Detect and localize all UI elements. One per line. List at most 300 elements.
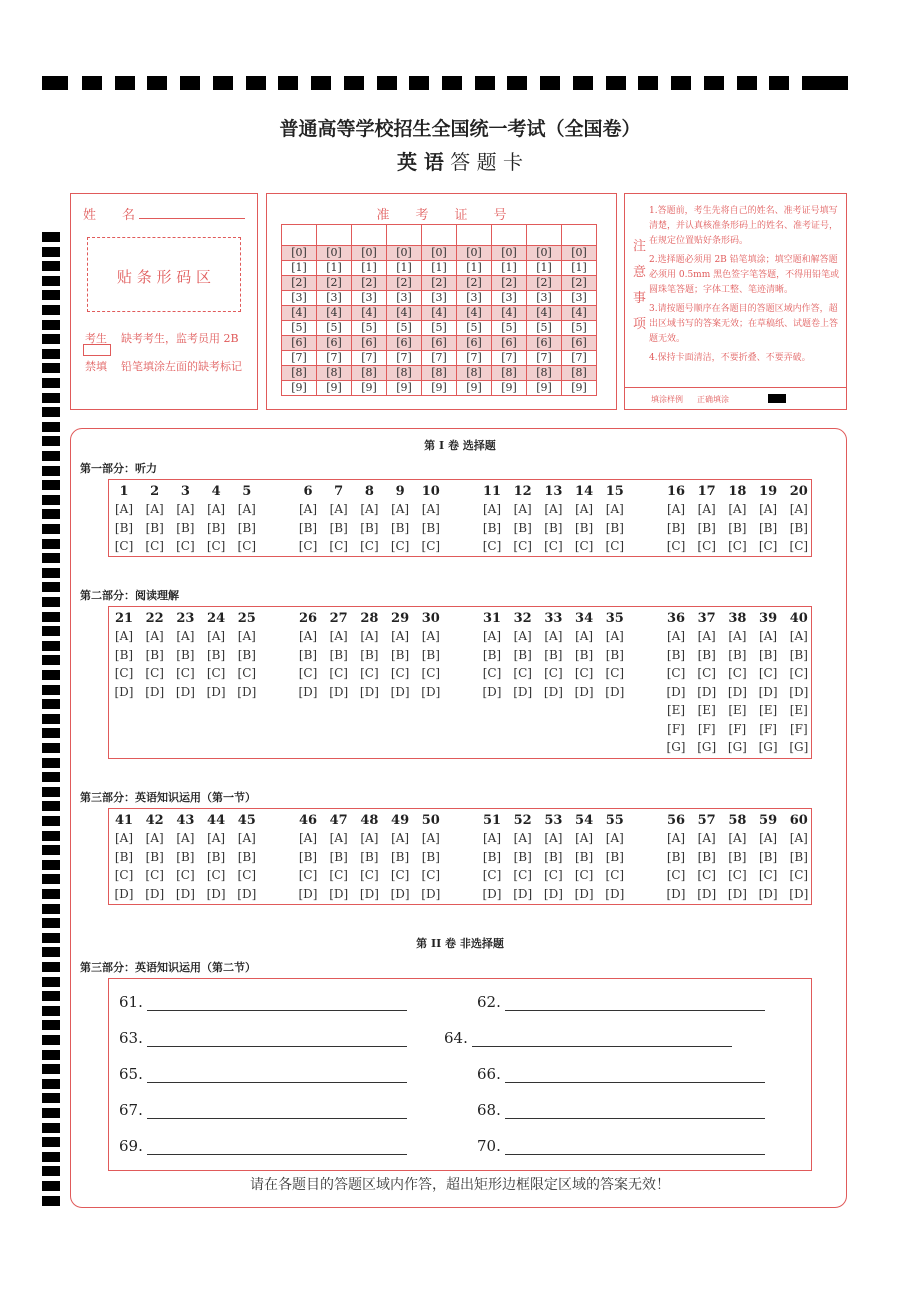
- option-bubble[interactable]: [A]: [298, 629, 318, 643]
- digit-bubble[interactable]: [8]: [457, 366, 492, 381]
- option-bubble[interactable]: [B]: [421, 647, 440, 662]
- option-bubble[interactable]: [D]: [543, 684, 563, 699]
- digit-bubble[interactable]: [3]: [457, 291, 492, 306]
- option-bubble[interactable]: [D]: [513, 684, 533, 699]
- option-bubble[interactable]: [B]: [544, 520, 563, 535]
- option-bubble[interactable]: [A]: [421, 502, 440, 516]
- option-bubble[interactable]: [D]: [482, 886, 502, 901]
- option-bubble[interactable]: [C]: [544, 539, 563, 553]
- option-bubble[interactable]: [C]: [237, 539, 257, 553]
- digit-bubble[interactable]: [4]: [317, 306, 352, 321]
- option-bubble[interactable]: [A]: [759, 502, 778, 516]
- option-bubble[interactable]: [B]: [605, 520, 624, 535]
- option-bubble[interactable]: [C]: [329, 539, 348, 553]
- option-bubble[interactable]: [C]: [206, 666, 226, 680]
- option-bubble[interactable]: [A]: [728, 629, 747, 643]
- digit-bubble[interactable]: [6]: [562, 336, 597, 351]
- option-bubble[interactable]: [B]: [666, 647, 686, 662]
- digit-bubble[interactable]: [1]: [562, 261, 597, 276]
- digit-bubble[interactable]: [7]: [282, 351, 317, 366]
- digit-bubble[interactable]: [6]: [492, 336, 527, 351]
- option-bubble[interactable]: [B]: [789, 520, 808, 535]
- option-bubble[interactable]: [C]: [176, 868, 195, 882]
- option-bubble[interactable]: [B]: [728, 647, 747, 662]
- option-bubble[interactable]: [A]: [329, 629, 348, 643]
- digit-bubble[interactable]: [3]: [492, 291, 527, 306]
- option-bubble[interactable]: [C]: [697, 868, 716, 882]
- option-bubble[interactable]: [C]: [298, 868, 318, 882]
- option-bubble[interactable]: [D]: [114, 886, 134, 901]
- option-bubble[interactable]: [A]: [237, 502, 256, 516]
- answer-line[interactable]: [505, 1140, 765, 1155]
- digit-bubble[interactable]: [7]: [387, 351, 422, 366]
- digit-bubble[interactable]: [9]: [457, 381, 492, 396]
- option-bubble[interactable]: [B]: [114, 849, 134, 864]
- option-bubble[interactable]: [C]: [728, 539, 747, 553]
- option-bubble[interactable]: [D]: [574, 886, 594, 901]
- option-bubble[interactable]: [B]: [329, 849, 348, 864]
- option-bubble[interactable]: [D]: [605, 886, 625, 901]
- option-bubble[interactable]: [B]: [759, 520, 778, 535]
- digit-bubble[interactable]: [2]: [527, 276, 562, 291]
- option-bubble[interactable]: [D]: [666, 684, 686, 699]
- option-bubble[interactable]: [A]: [360, 831, 379, 845]
- option-bubble[interactable]: [G]: [697, 740, 717, 754]
- option-bubble[interactable]: [C]: [237, 666, 257, 680]
- option-bubble[interactable]: [B]: [544, 849, 563, 864]
- option-bubble[interactable]: [C]: [758, 868, 778, 882]
- option-bubble[interactable]: [B]: [329, 520, 348, 535]
- option-bubble[interactable]: [C]: [114, 868, 134, 882]
- digit-bubble[interactable]: [8]: [492, 366, 527, 381]
- option-bubble[interactable]: [D]: [298, 886, 318, 901]
- answer-line[interactable]: [505, 1104, 765, 1119]
- option-bubble[interactable]: [A]: [575, 502, 594, 516]
- option-bubble[interactable]: [A]: [114, 629, 134, 643]
- digit-bubble[interactable]: [7]: [562, 351, 597, 366]
- option-bubble[interactable]: [B]: [114, 520, 134, 535]
- digit-bubble[interactable]: [2]: [317, 276, 352, 291]
- option-bubble[interactable]: [D]: [697, 886, 717, 901]
- option-bubble[interactable]: [C]: [329, 868, 348, 882]
- digit-bubble[interactable]: [0]: [422, 246, 457, 261]
- digit-bubble[interactable]: [2]: [492, 276, 527, 291]
- option-bubble[interactable]: [B]: [237, 520, 256, 535]
- option-bubble[interactable]: [C]: [513, 868, 532, 882]
- option-bubble[interactable]: [C]: [666, 868, 686, 882]
- option-bubble[interactable]: [B]: [666, 849, 686, 864]
- name-field[interactable]: [139, 218, 245, 219]
- digit-bubble[interactable]: [9]: [317, 381, 352, 396]
- option-bubble[interactable]: [A]: [513, 831, 532, 845]
- option-bubble[interactable]: [C]: [697, 666, 716, 680]
- option-bubble[interactable]: [B]: [513, 647, 532, 662]
- option-bubble[interactable]: [A]: [575, 831, 594, 845]
- option-bubble[interactable]: [D]: [145, 684, 165, 699]
- digit-bubble[interactable]: [9]: [492, 381, 527, 396]
- admission-digit-cell[interactable]: [562, 225, 597, 246]
- option-bubble[interactable]: [B]: [360, 647, 379, 662]
- digit-bubble[interactable]: [0]: [352, 246, 387, 261]
- option-bubble[interactable]: [A]: [421, 629, 440, 643]
- option-bubble[interactable]: [D]: [359, 684, 379, 699]
- option-bubble[interactable]: [A]: [329, 502, 348, 516]
- option-bubble[interactable]: [B]: [513, 520, 532, 535]
- digit-bubble[interactable]: [0]: [387, 246, 422, 261]
- option-bubble[interactable]: [B]: [145, 849, 164, 864]
- option-bubble[interactable]: [A]: [697, 629, 716, 643]
- option-bubble[interactable]: [B]: [728, 849, 747, 864]
- option-bubble[interactable]: [A]: [145, 831, 164, 845]
- option-bubble[interactable]: [A]: [176, 629, 195, 643]
- digit-bubble[interactable]: [4]: [352, 306, 387, 321]
- option-bubble[interactable]: [B]: [575, 520, 594, 535]
- option-bubble[interactable]: [B]: [360, 849, 379, 864]
- option-bubble[interactable]: [B]: [145, 520, 164, 535]
- option-bubble[interactable]: [A]: [391, 831, 410, 845]
- option-bubble[interactable]: [D]: [789, 886, 809, 901]
- option-bubble[interactable]: [A]: [114, 831, 134, 845]
- option-bubble[interactable]: [A]: [789, 502, 808, 516]
- digit-bubble[interactable]: [5]: [422, 321, 457, 336]
- admission-digit-cell[interactable]: [352, 225, 387, 246]
- option-bubble[interactable]: [C]: [298, 666, 318, 680]
- option-bubble[interactable]: [D]: [758, 684, 778, 699]
- admission-digit-cell[interactable]: [527, 225, 562, 246]
- option-bubble[interactable]: [A]: [728, 502, 747, 516]
- option-bubble[interactable]: [B]: [728, 520, 747, 535]
- digit-bubble[interactable]: [6]: [352, 336, 387, 351]
- answer-line[interactable]: [147, 1140, 407, 1155]
- option-bubble[interactable]: [F]: [728, 721, 747, 736]
- admission-grid[interactable]: [281, 224, 597, 396]
- option-bubble[interactable]: [B]: [544, 647, 563, 662]
- option-bubble[interactable]: [B]: [575, 647, 594, 662]
- digit-bubble[interactable]: [7]: [457, 351, 492, 366]
- digit-bubble[interactable]: [0]: [317, 246, 352, 261]
- option-bubble[interactable]: [C]: [390, 539, 410, 553]
- digit-bubble[interactable]: [3]: [562, 291, 597, 306]
- option-bubble[interactable]: [C]: [605, 868, 625, 882]
- digit-bubble[interactable]: [8]: [387, 366, 422, 381]
- answer-line[interactable]: [147, 996, 407, 1011]
- option-bubble[interactable]: [C]: [145, 666, 164, 680]
- digit-bubble[interactable]: [9]: [527, 381, 562, 396]
- digit-bubble[interactable]: [4]: [527, 306, 562, 321]
- option-bubble[interactable]: [B]: [207, 849, 226, 864]
- option-bubble[interactable]: [C]: [360, 868, 379, 882]
- option-bubble[interactable]: [C]: [789, 539, 809, 553]
- option-bubble[interactable]: [D]: [758, 886, 778, 901]
- option-bubble[interactable]: [B]: [482, 849, 502, 864]
- digit-bubble[interactable]: [1]: [282, 261, 317, 276]
- option-bubble[interactable]: [A]: [605, 629, 624, 643]
- option-bubble[interactable]: [E]: [789, 703, 808, 717]
- digit-bubble[interactable]: [3]: [387, 291, 422, 306]
- option-bubble[interactable]: [D]: [329, 684, 349, 699]
- option-bubble[interactable]: [A]: [728, 831, 747, 845]
- option-bubble[interactable]: [C]: [666, 666, 686, 680]
- option-bubble[interactable]: [C]: [360, 666, 379, 680]
- digit-bubble[interactable]: [5]: [492, 321, 527, 336]
- option-bubble[interactable]: [A]: [360, 502, 379, 516]
- digit-bubble[interactable]: [1]: [387, 261, 422, 276]
- option-bubble[interactable]: [A]: [759, 831, 778, 845]
- digit-bubble[interactable]: [4]: [457, 306, 492, 321]
- digit-bubble[interactable]: [4]: [492, 306, 527, 321]
- digit-bubble[interactable]: [1]: [527, 261, 562, 276]
- digit-bubble[interactable]: [2]: [387, 276, 422, 291]
- option-bubble[interactable]: [D]: [175, 886, 195, 901]
- option-bubble[interactable]: [A]: [789, 629, 808, 643]
- option-bubble[interactable]: [B]: [329, 647, 348, 662]
- option-bubble[interactable]: [B]: [176, 849, 195, 864]
- answer-line[interactable]: [147, 1104, 407, 1119]
- option-bubble[interactable]: [D]: [421, 886, 441, 901]
- admission-digit-cell[interactable]: [422, 225, 457, 246]
- option-bubble[interactable]: [A]: [207, 831, 226, 845]
- option-bubble[interactable]: [A]: [329, 831, 348, 845]
- option-bubble[interactable]: [C]: [605, 539, 625, 553]
- option-bubble[interactable]: [C]: [114, 539, 134, 553]
- digit-bubble[interactable]: [2]: [457, 276, 492, 291]
- option-bubble[interactable]: [C]: [605, 666, 625, 680]
- digit-bubble[interactable]: [5]: [282, 321, 317, 336]
- option-bubble[interactable]: [A]: [176, 502, 195, 516]
- digit-bubble[interactable]: [9]: [562, 381, 597, 396]
- option-bubble[interactable]: [C]: [421, 539, 441, 553]
- digit-bubble[interactable]: [4]: [387, 306, 422, 321]
- option-bubble[interactable]: [D]: [727, 886, 747, 901]
- option-bubble[interactable]: [F]: [667, 721, 685, 736]
- option-bubble[interactable]: [D]: [421, 684, 441, 699]
- option-bubble[interactable]: [A]: [421, 831, 440, 845]
- option-bubble[interactable]: [C]: [728, 666, 747, 680]
- option-bubble[interactable]: [C]: [421, 868, 441, 882]
- option-bubble[interactable]: [D]: [114, 684, 134, 699]
- option-bubble[interactable]: [B]: [360, 520, 379, 535]
- option-bubble[interactable]: [E]: [666, 703, 686, 717]
- option-bubble[interactable]: [B]: [759, 647, 778, 662]
- option-bubble[interactable]: [A]: [666, 502, 686, 516]
- option-bubble[interactable]: [A]: [145, 502, 164, 516]
- option-bubble[interactable]: [C]: [329, 666, 348, 680]
- option-bubble[interactable]: [A]: [759, 629, 778, 643]
- option-bubble[interactable]: [A]: [513, 629, 532, 643]
- answer-line[interactable]: [505, 996, 765, 1011]
- option-bubble[interactable]: [C]: [789, 868, 809, 882]
- option-bubble[interactable]: [A]: [605, 831, 624, 845]
- option-bubble[interactable]: [C]: [145, 539, 164, 553]
- option-bubble[interactable]: [C]: [176, 666, 195, 680]
- option-bubble[interactable]: [D]: [727, 684, 747, 699]
- digit-bubble[interactable]: [3]: [282, 291, 317, 306]
- option-bubble[interactable]: [B]: [605, 647, 624, 662]
- option-bubble[interactable]: [D]: [390, 684, 410, 699]
- option-bubble[interactable]: [C]: [574, 666, 594, 680]
- option-bubble[interactable]: [C]: [390, 666, 410, 680]
- option-bubble[interactable]: [D]: [574, 684, 594, 699]
- digit-bubble[interactable]: [8]: [562, 366, 597, 381]
- option-bubble[interactable]: [C]: [482, 666, 502, 680]
- digit-bubble[interactable]: [4]: [422, 306, 457, 321]
- digit-bubble[interactable]: [6]: [422, 336, 457, 351]
- option-bubble[interactable]: [C]: [544, 666, 563, 680]
- option-bubble[interactable]: [D]: [543, 886, 563, 901]
- answer-line[interactable]: [147, 1068, 407, 1083]
- option-bubble[interactable]: [A]: [391, 629, 410, 643]
- option-bubble[interactable]: [B]: [391, 647, 410, 662]
- option-bubble[interactable]: [A]: [513, 502, 532, 516]
- option-bubble[interactable]: [B]: [482, 520, 502, 535]
- absent-mark-box[interactable]: [83, 344, 111, 356]
- digit-bubble[interactable]: [2]: [562, 276, 597, 291]
- option-bubble[interactable]: [D]: [482, 684, 502, 699]
- option-bubble[interactable]: [F]: [759, 721, 777, 736]
- digit-bubble[interactable]: [7]: [317, 351, 352, 366]
- digit-bubble[interactable]: [9]: [352, 381, 387, 396]
- option-bubble[interactable]: [B]: [421, 520, 440, 535]
- option-bubble[interactable]: [D]: [206, 886, 226, 901]
- option-bubble[interactable]: [A]: [789, 831, 808, 845]
- option-bubble[interactable]: [D]: [697, 684, 717, 699]
- admission-digit-cell[interactable]: [387, 225, 422, 246]
- option-bubble[interactable]: [C]: [574, 868, 594, 882]
- option-bubble[interactable]: [D]: [605, 684, 625, 699]
- option-bubble[interactable]: [A]: [298, 831, 318, 845]
- option-bubble[interactable]: [D]: [145, 886, 165, 901]
- option-bubble[interactable]: [A]: [145, 629, 164, 643]
- option-bubble[interactable]: [B]: [176, 520, 195, 535]
- digit-bubble[interactable]: [8]: [282, 366, 317, 381]
- option-bubble[interactable]: [A]: [176, 831, 195, 845]
- option-bubble[interactable]: [A]: [544, 831, 563, 845]
- option-bubble[interactable]: [C]: [666, 539, 686, 553]
- option-bubble[interactable]: [A]: [482, 629, 502, 643]
- option-bubble[interactable]: [C]: [544, 868, 563, 882]
- option-bubble[interactable]: [A]: [114, 502, 134, 516]
- digit-bubble[interactable]: [5]: [457, 321, 492, 336]
- option-bubble[interactable]: [D]: [237, 684, 257, 699]
- digit-bubble[interactable]: [0]: [282, 246, 317, 261]
- option-bubble[interactable]: [D]: [513, 886, 533, 901]
- option-bubble[interactable]: [D]: [206, 684, 226, 699]
- option-bubble[interactable]: [C]: [421, 666, 441, 680]
- option-bubble[interactable]: [D]: [175, 684, 195, 699]
- digit-bubble[interactable]: [2]: [352, 276, 387, 291]
- option-bubble[interactable]: [D]: [666, 886, 686, 901]
- option-bubble[interactable]: [C]: [237, 868, 257, 882]
- option-bubble[interactable]: [B]: [298, 849, 318, 864]
- digit-bubble[interactable]: [6]: [527, 336, 562, 351]
- digit-bubble[interactable]: [8]: [352, 366, 387, 381]
- digit-bubble[interactable]: [5]: [317, 321, 352, 336]
- option-bubble[interactable]: [B]: [697, 849, 716, 864]
- option-bubble[interactable]: [C]: [513, 666, 532, 680]
- digit-bubble[interactable]: [9]: [387, 381, 422, 396]
- digit-bubble[interactable]: [1]: [317, 261, 352, 276]
- option-bubble[interactable]: [C]: [789, 666, 809, 680]
- option-bubble[interactable]: [A]: [544, 629, 563, 643]
- option-bubble[interactable]: [C]: [758, 539, 778, 553]
- digit-bubble[interactable]: [5]: [387, 321, 422, 336]
- option-bubble[interactable]: [A]: [697, 502, 716, 516]
- option-bubble[interactable]: [B]: [759, 849, 778, 864]
- option-bubble[interactable]: [D]: [329, 886, 349, 901]
- option-bubble[interactable]: [A]: [298, 502, 318, 516]
- option-bubble[interactable]: [A]: [237, 629, 256, 643]
- option-bubble[interactable]: [A]: [666, 831, 686, 845]
- digit-bubble[interactable]: [1]: [352, 261, 387, 276]
- option-bubble[interactable]: [C]: [482, 868, 502, 882]
- digit-bubble[interactable]: [6]: [387, 336, 422, 351]
- option-bubble[interactable]: [A]: [605, 502, 624, 516]
- digit-bubble[interactable]: [1]: [422, 261, 457, 276]
- option-bubble[interactable]: [B]: [605, 849, 624, 864]
- digit-bubble[interactable]: [7]: [422, 351, 457, 366]
- option-bubble[interactable]: [A]: [207, 502, 226, 516]
- option-bubble[interactable]: [A]: [544, 502, 563, 516]
- digit-bubble[interactable]: [5]: [562, 321, 597, 336]
- option-bubble[interactable]: [E]: [759, 703, 778, 717]
- option-bubble[interactable]: [C]: [390, 868, 410, 882]
- answer-line[interactable]: [472, 1032, 732, 1047]
- option-bubble[interactable]: [C]: [114, 666, 134, 680]
- option-bubble[interactable]: [B]: [298, 520, 318, 535]
- digit-bubble[interactable]: [1]: [457, 261, 492, 276]
- option-bubble[interactable]: [B]: [789, 647, 808, 662]
- option-bubble[interactable]: [E]: [728, 703, 747, 717]
- option-bubble[interactable]: [G]: [727, 740, 747, 754]
- option-bubble[interactable]: [C]: [482, 539, 502, 553]
- option-bubble[interactable]: [B]: [666, 520, 686, 535]
- admission-digit-cell[interactable]: [317, 225, 352, 246]
- option-bubble[interactable]: [D]: [359, 886, 379, 901]
- option-bubble[interactable]: [A]: [575, 629, 594, 643]
- digit-bubble[interactable]: [7]: [527, 351, 562, 366]
- digit-bubble[interactable]: [8]: [527, 366, 562, 381]
- digit-bubble[interactable]: [0]: [492, 246, 527, 261]
- admission-digit-cell[interactable]: [282, 225, 317, 246]
- option-bubble[interactable]: [F]: [697, 721, 716, 736]
- option-bubble[interactable]: [B]: [207, 647, 226, 662]
- digit-bubble[interactable]: [3]: [317, 291, 352, 306]
- option-bubble[interactable]: [C]: [360, 539, 379, 553]
- option-bubble[interactable]: [E]: [697, 703, 716, 717]
- digit-bubble[interactable]: [7]: [352, 351, 387, 366]
- option-bubble[interactable]: [C]: [758, 666, 778, 680]
- answer-line[interactable]: [505, 1068, 765, 1083]
- option-bubble[interactable]: [C]: [298, 539, 318, 553]
- digit-bubble[interactable]: [2]: [282, 276, 317, 291]
- option-bubble[interactable]: [B]: [207, 520, 226, 535]
- option-bubble[interactable]: [B]: [575, 849, 594, 864]
- option-bubble[interactable]: [G]: [666, 740, 686, 754]
- digit-bubble[interactable]: [0]: [527, 246, 562, 261]
- admission-digit-cell[interactable]: [457, 225, 492, 246]
- option-bubble[interactable]: [A]: [360, 629, 379, 643]
- option-bubble[interactable]: [B]: [697, 647, 716, 662]
- option-bubble[interactable]: [D]: [789, 684, 809, 699]
- option-bubble[interactable]: [A]: [482, 502, 502, 516]
- option-bubble[interactable]: [B]: [391, 520, 410, 535]
- digit-bubble[interactable]: [8]: [422, 366, 457, 381]
- option-bubble[interactable]: [B]: [697, 520, 716, 535]
- option-bubble[interactable]: [C]: [697, 539, 716, 553]
- option-bubble[interactable]: [B]: [298, 647, 318, 662]
- digit-bubble[interactable]: [3]: [352, 291, 387, 306]
- option-bubble[interactable]: [C]: [145, 868, 164, 882]
